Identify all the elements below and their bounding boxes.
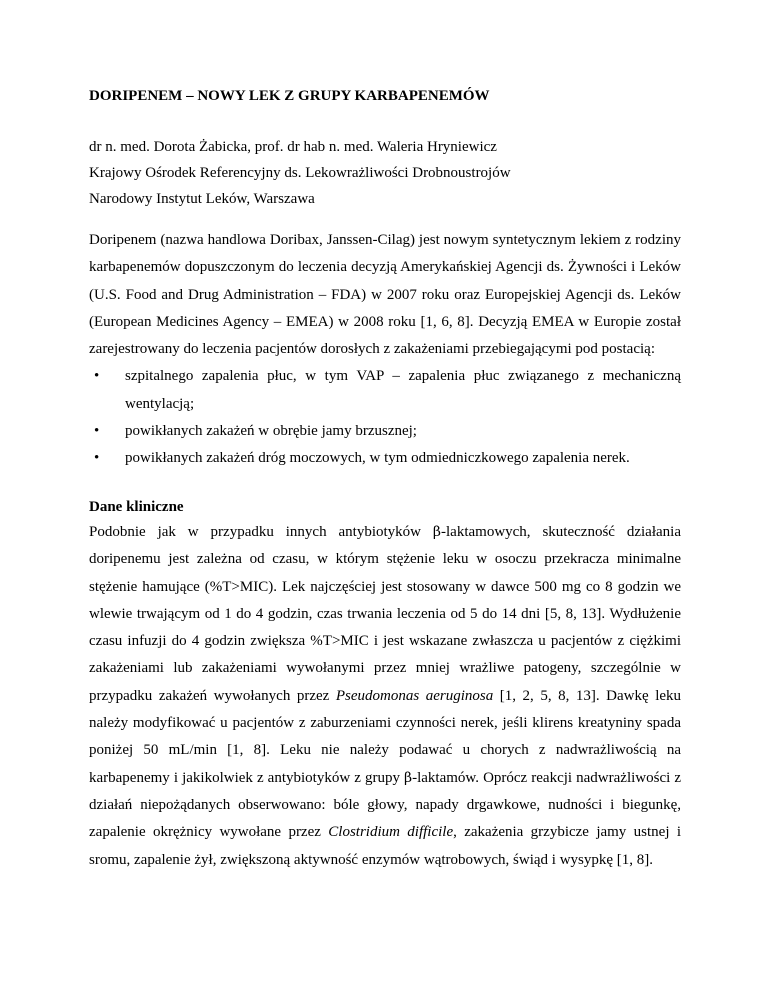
bullet-icon: • bbox=[94, 368, 100, 385]
section-heading: Dane kliniczne bbox=[89, 499, 184, 515]
intro-section bbox=[89, 227, 681, 473]
text-run: -laktamów. Oprócz reakcji nadwrażliwości z działań niepożądanych obserwowano: bóle głowy, napady drgawkowe, nudności i biegunkę, zapalenie okrężnicy wywołane przez bbox=[89, 769, 681, 841]
beta-symbol: β bbox=[432, 524, 441, 540]
list-item bbox=[89, 418, 681, 445]
list-item-text: powikłanych zakażeń w obrębie jamy brzusznej; bbox=[125, 423, 417, 440]
text-run: -laktamowych, skuteczność działania doripenemu jest zależna od czasu, w którym stężenie leku w osoczu przekracza minimalne stężenie hamujące (%T>MIC). Lek najczęściej jest stosowany w dawce 500 mg co 8 godzin we wlewie trwającym od 1 do 4 godzin, czas trwania leczenia od 5 do 14 dni [5, 8, 13]. Wydłużenie czasu infuzji do 4 godzin zwiększa %T>MIC i jest wskazane zwłaszcza u pacjentów z ciężkimi zakażeniami lub zakażeniami wywołanymi przez mniej wrażliwe patogeny, szczególnie w przypadku zakażeń wywołanych przez bbox=[89, 524, 681, 704]
document-title: DORIPENEM – NOWY LEK Z GRUPY KARBAPENEMÓW bbox=[89, 88, 490, 104]
text-run: [1, 2, 5, 8, 13]. Dawkę leku należy modyfikować u pacjentów z zaburzeniami czynności nerek, jeśli klirens kreatyniny spada poniżej 50 mL/min [1, 8]. Leku nie należy podawać u chorych z nadwrażliwością na karbapenemy i jakikolwiek z antybiotyków z grupy bbox=[89, 687, 682, 786]
list-item bbox=[89, 445, 681, 472]
list-item-text: powikłanych zakażeń dróg moczowych, w tym odmiedniczkowego zapalenia nerek. bbox=[125, 450, 630, 467]
list-item-text: szpitalnego zapalenia płuc, w tym VAP – zapalenia płuc związanego z mechaniczną wentylacją; bbox=[125, 368, 681, 412]
author-institute: Narodowy Instytut Leków, Warszawa bbox=[89, 191, 315, 207]
author-affiliation: Krajowy Ośrodek Referencyjny ds. Lekowrażliwości Drobnoustrojów bbox=[89, 165, 511, 181]
clinical-data-section bbox=[89, 495, 681, 874]
bullet-icon: • bbox=[94, 450, 100, 467]
list-item bbox=[89, 363, 681, 418]
author-block bbox=[89, 134, 681, 212]
beta-symbol: β bbox=[404, 769, 413, 786]
clinical-paragraph bbox=[89, 519, 681, 874]
text-run: , zakażenia grzybicze jamy ustnej i sromu, zapalenie żył, zwiększoną aktywność enzymów wątrobowych, świąd i wysypkę [1, 8]. bbox=[89, 824, 681, 868]
italic-species-name: Clostridium difficile bbox=[328, 824, 454, 841]
intro-paragraph: Doripenem (nazwa handlowa Doribax, Janssen-Cilag) jest nowym syntetycznym lekiem z rodziny karbapenemów dopuszczonym do leczenia decyzją Amerykańskiej Agencji ds. Żywności i Leków (U.S. Food and Drug Administration – FDA) w 2007 roku oraz Europejskiej Agencji ds. Leków (European Medicines Agency – EMEA) w 2008 roku [1, 6, 8]. Decyzją EMEA w Europie został zarejestrowany do leczenia pacjentów dorosłych z zakażeniami przebiegającymi pod postacią: bbox=[89, 232, 681, 358]
indication-list bbox=[89, 363, 681, 472]
bullet-icon: • bbox=[94, 423, 100, 440]
text-run: Podobnie jak w przypadku innych antybiotyków bbox=[89, 524, 433, 540]
author-names: dr n. med. Dorota Żabicka, prof. dr hab n. med. Waleria Hryniewicz bbox=[89, 139, 497, 155]
italic-species-name: Pseudomonas aeruginosa bbox=[335, 687, 494, 704]
